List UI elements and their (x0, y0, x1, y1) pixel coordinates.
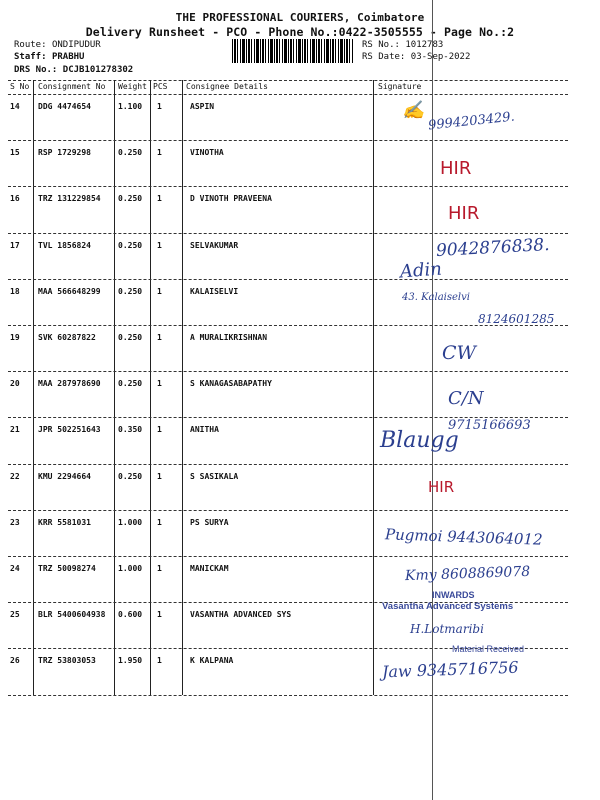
row-consignee: ASPIN (190, 102, 215, 111)
col-consignee-header: Consignee Details (186, 82, 268, 91)
signature-20: C/N (448, 388, 484, 409)
signature-25: H.Lotmaribi (410, 622, 484, 636)
staff-line (14, 52, 84, 62)
row-sno: 19 (10, 333, 20, 342)
row-pcs: 1 (157, 333, 162, 342)
col-consignment-header: Consignment No (38, 82, 106, 91)
row-pcs: 1 (157, 379, 162, 389)
header-bottom-rule (8, 94, 568, 95)
row-sno: 25 (10, 610, 20, 620)
row-consignee: K KALPANA (190, 656, 234, 666)
row-weight: 1.100 (118, 102, 143, 111)
row-pcs: 1 (157, 148, 162, 158)
row-consignment-no: JPR 502251643 (38, 425, 101, 435)
staff-value: PRABHU (51, 52, 85, 62)
row-weight: 0.250 (118, 333, 143, 342)
row-consignment-no: TVL 1856824 (38, 240, 91, 250)
drs-line (14, 65, 133, 75)
row-divider (8, 371, 568, 372)
row-weight: 0.350 (118, 425, 143, 435)
signature-16: HIR (448, 203, 480, 224)
signature-18: 43. Kalaiselvi (402, 292, 470, 303)
row-weight: 0.250 (118, 194, 143, 204)
col-sno-header: S No (10, 82, 30, 91)
row-pcs: 1 (157, 471, 162, 481)
row-sno: 16 (10, 194, 20, 204)
header-top-rule (8, 80, 568, 81)
signature-22: HIR (428, 478, 455, 496)
col-weight-header: Weight (118, 82, 147, 91)
row-weight: 0.250 (118, 471, 143, 481)
row-consignee: VASANTHA ADVANCED SYS (190, 610, 292, 620)
row-consignment-no: RSP 1729298 (38, 148, 91, 158)
material-received-stamp: Material Received (452, 644, 525, 654)
row-consignment-no: KRR 5581031 (38, 517, 91, 527)
signature-14: 9994203429. (427, 109, 516, 134)
rs-date-label: RS Date: (362, 52, 406, 62)
row-divider (8, 556, 568, 557)
row-sno: 20 (10, 379, 20, 389)
row-sno: 14 (10, 102, 20, 111)
signature-17: Adin (399, 258, 443, 283)
row-consignment-no: SVK 60287822 (38, 333, 96, 342)
row-sno: 17 (10, 240, 20, 250)
row-pcs: 1 (157, 194, 162, 204)
staff-label: Staff: (14, 52, 47, 62)
row-weight: 0.250 (118, 148, 143, 158)
signature-scribble-14: ✍ (402, 100, 425, 121)
col-pcs-header: PCS (153, 82, 168, 91)
row-consignment-no: DDG 4474654 (38, 102, 91, 111)
row-sno: 22 (10, 471, 20, 481)
signature-26: Jaw 9345716756 (381, 657, 519, 682)
row-consignee: S KANAGASABAPATHY (190, 379, 272, 389)
route-value: ONDIPUDUR (51, 40, 101, 50)
row-sno: 26 (10, 656, 20, 666)
signature-17-phone: 9042876838. (435, 235, 551, 261)
row-consignment-no: KMU 2294664 (38, 471, 91, 481)
row-divider (8, 279, 568, 280)
runsheet-title: Delivery Runsheet - PCO - Phone No.:0422-3505555 - Page No.:2 (85, 25, 515, 39)
row-consignee: PS SURYA (190, 517, 229, 527)
rs-no-label: RS No.: (362, 40, 400, 50)
row-weight: 0.250 (118, 379, 143, 389)
row-pcs: 1 (157, 564, 162, 573)
row-weight: 1.000 (118, 564, 143, 573)
row-weight: 1.000 (118, 517, 143, 527)
row-weight: 0.250 (118, 286, 143, 296)
inwards-stamp: INWARDS (432, 590, 475, 600)
rs-no-value: 1012783 (405, 40, 444, 50)
signature-19: CW (442, 342, 477, 364)
row-weight: 0.250 (118, 240, 143, 250)
row-consignment-no: MAA 566648299 (38, 286, 101, 296)
row-sno: 18 (10, 286, 20, 296)
row-divider (8, 140, 568, 141)
signature-21-phone: 9715166693 (448, 418, 531, 433)
row-sno: 21 (10, 425, 20, 435)
route-line (14, 40, 101, 50)
row-pcs: 1 (157, 102, 162, 111)
rs-date-value: 03-Sep-2022 (410, 52, 471, 62)
row-divider (8, 695, 568, 696)
signature-24: Kmy 8608869078 (404, 563, 531, 585)
row-pcs: 1 (157, 610, 162, 620)
row-pcs: 1 (157, 656, 162, 666)
row-weight: 0.600 (118, 610, 143, 620)
row-sno: 15 (10, 148, 20, 158)
row-divider (8, 510, 568, 511)
col-signature-header: Signature (378, 82, 422, 91)
row-consignee: S SASIKALA (190, 471, 239, 481)
row-consignee: KALAISELVI (190, 286, 239, 296)
row-pcs: 1 (157, 286, 162, 296)
row-pcs: 1 (157, 517, 162, 527)
row-consignment-no: TRZ 131229854 (38, 194, 101, 204)
row-sno: 23 (10, 517, 20, 527)
row-consignment-no: TRZ 53803053 (38, 656, 96, 666)
row-pcs: 1 (157, 240, 162, 250)
signature-23: Pugmoi 9443064012 (384, 525, 543, 549)
row-weight: 1.950 (118, 656, 143, 666)
row-divider (8, 186, 568, 187)
row-divider (8, 464, 568, 465)
rs-date-line (362, 52, 470, 62)
drs-label: DRS No.: (14, 65, 58, 75)
row-consignee: SELVAKUMAR (190, 240, 239, 250)
row-pcs: 1 (157, 425, 162, 435)
barcode (232, 39, 354, 63)
courier-company-title: THE PROFESSIONAL COURIERS, Coimbatore (175, 11, 425, 24)
signature-18-phone: 8124601285 (478, 312, 555, 326)
route-label: Route: (14, 40, 47, 50)
row-consignee: A MURALIKRISHNAN (190, 333, 268, 342)
row-sno: 24 (10, 564, 20, 573)
company-stamp: Vasantha Advanced Systems (382, 601, 514, 612)
row-divider (8, 233, 568, 234)
row-consignment-no: TRZ 50098274 (38, 564, 96, 573)
signature-21: Blaugg (380, 428, 459, 453)
row-consignment-no: BLR 5400604938 (38, 610, 106, 620)
drs-value: DCJB101278302 (62, 65, 134, 75)
row-consignment-no: MAA 287978690 (38, 379, 101, 389)
row-consignee: VINOTHA (190, 148, 224, 158)
row-consignee: D VINOTH PRAVEENA (190, 194, 272, 204)
row-consignee: ANITHA (190, 425, 219, 435)
signature-15: HIR (440, 158, 472, 179)
row-consignee: MANICKAM (190, 564, 229, 573)
